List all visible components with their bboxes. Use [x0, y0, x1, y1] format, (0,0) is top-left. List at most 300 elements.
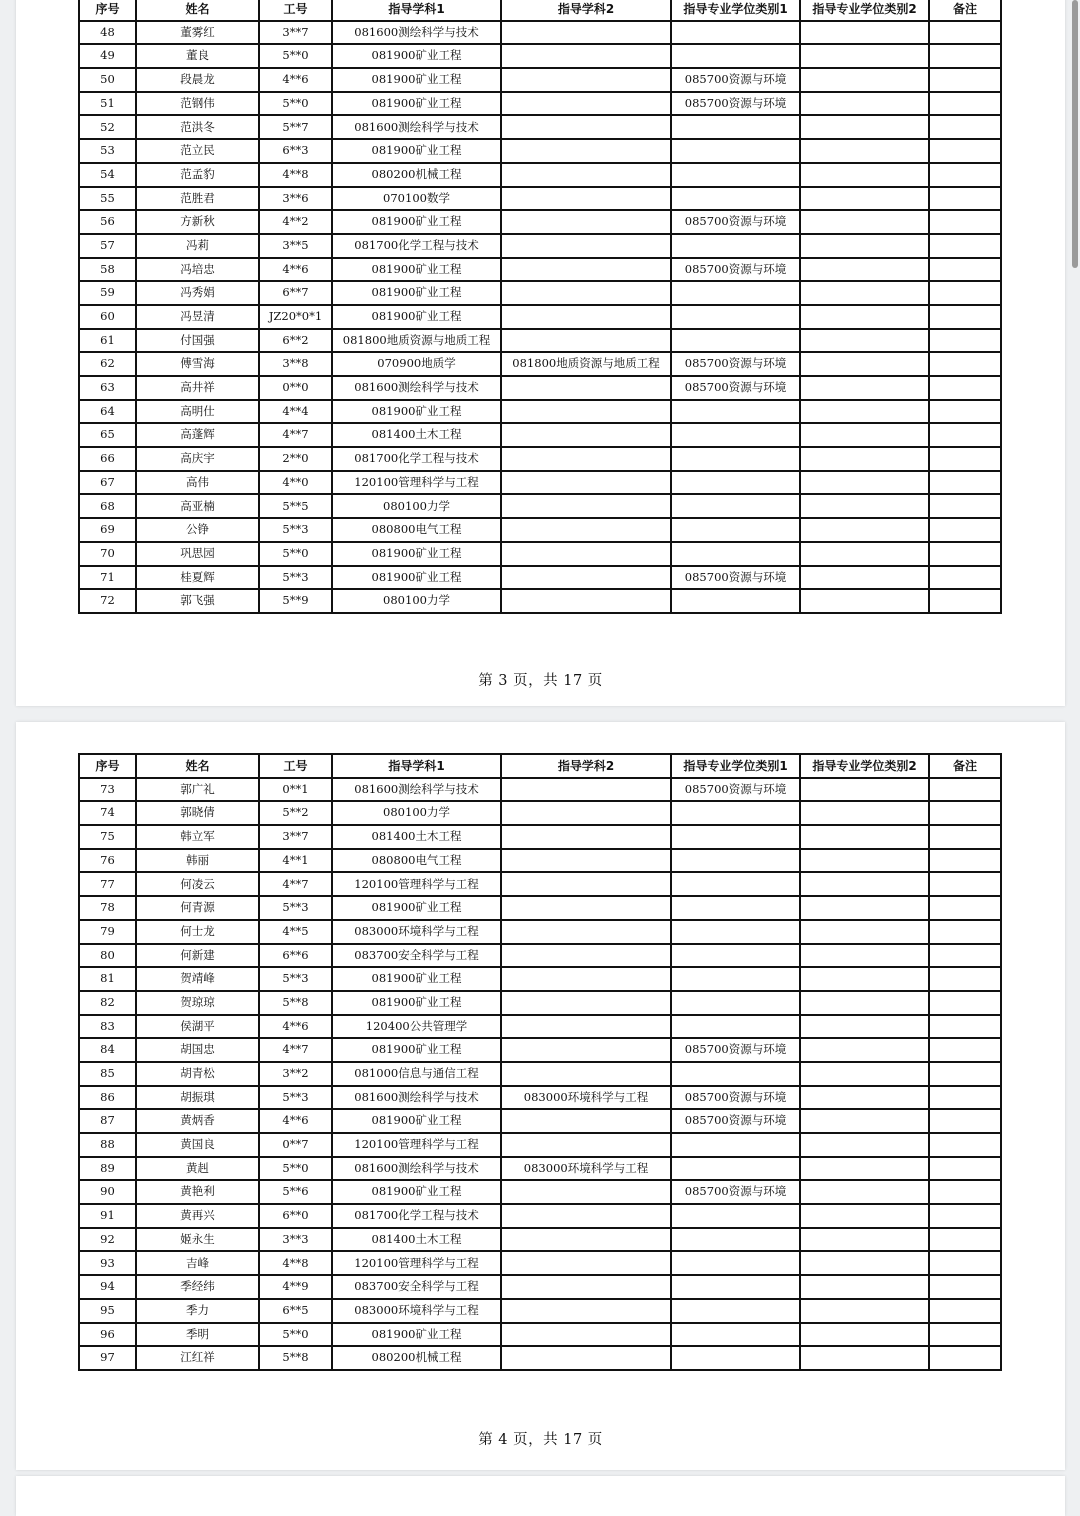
seq-cell: 65: [79, 423, 136, 447]
remark-cell: [929, 1038, 1001, 1062]
seq-cell: 55: [79, 187, 136, 211]
degree-type2-cell: [800, 210, 929, 234]
discipline2-cell: [501, 21, 671, 45]
seq-cell: 67: [79, 471, 136, 495]
discipline2-cell: [501, 139, 671, 163]
remark-cell: [929, 68, 1001, 92]
seq-cell: 59: [79, 281, 136, 305]
column-header: 姓名: [136, 0, 259, 21]
degree-type1-cell: [671, 896, 800, 920]
discipline1-cell: 081400土木工程: [332, 423, 501, 447]
degree-type2-cell: [800, 1323, 929, 1347]
discipline2-cell: [501, 1228, 671, 1252]
table-row: [79, 1062, 1001, 1086]
degree-type1-cell: [671, 825, 800, 849]
column-header: 工号: [259, 754, 332, 778]
seq-cell: 89: [79, 1157, 136, 1181]
seq-cell: 77: [79, 872, 136, 896]
remark-cell: [929, 801, 1001, 825]
name-cell: 方新秋: [136, 210, 259, 234]
table-body: [79, 21, 1001, 613]
table-row: [79, 801, 1001, 825]
staff-id-cell: 5**3: [259, 566, 332, 590]
degree-type2-cell: [800, 139, 929, 163]
degree-type2-cell: [800, 801, 929, 825]
staff-id-cell: 5**3: [259, 967, 332, 991]
remark-cell: [929, 281, 1001, 305]
degree-type2-cell: [800, 1275, 929, 1299]
name-cell: 黄赳: [136, 1157, 259, 1181]
staff-id-cell: 4**7: [259, 423, 332, 447]
discipline1-cell: 081600测绘科学与技术: [332, 778, 501, 802]
discipline1-cell: 081400土木工程: [332, 825, 501, 849]
discipline2-cell: [501, 896, 671, 920]
table-row: [79, 163, 1001, 187]
staff-id-cell: 4**7: [259, 1038, 332, 1062]
degree-type1-cell: [671, 801, 800, 825]
staff-id-cell: 4**6: [259, 68, 332, 92]
supervisor-table: [78, 753, 1002, 1371]
staff-id-cell: 5**7: [259, 115, 332, 139]
remark-cell: [929, 305, 1001, 329]
seq-cell: 66: [79, 447, 136, 471]
table-row: [79, 423, 1001, 447]
discipline2-cell: [501, 1133, 671, 1157]
table-row: [79, 1323, 1001, 1347]
table-row: [79, 920, 1001, 944]
table-row: [79, 872, 1001, 896]
name-cell: 董良: [136, 44, 259, 68]
name-cell: 高井祥: [136, 376, 259, 400]
name-cell: 冯培忠: [136, 258, 259, 282]
degree-type2-cell: [800, 1062, 929, 1086]
degree-type1-cell: [671, 447, 800, 471]
degree-type2-cell: [800, 920, 929, 944]
table-row: [79, 21, 1001, 45]
name-cell: 高明仕: [136, 400, 259, 424]
column-header: 姓名: [136, 754, 259, 778]
seq-cell: 87: [79, 1109, 136, 1133]
discipline1-cell: 083000环境科学与工程: [332, 1299, 501, 1323]
seq-cell: 61: [79, 329, 136, 353]
name-cell: 高庆宇: [136, 447, 259, 471]
staff-id-cell: 5**8: [259, 1346, 332, 1370]
discipline2-cell: [501, 1109, 671, 1133]
staff-id-cell: 3**3: [259, 1228, 332, 1252]
document-page-next: [16, 1476, 1065, 1516]
remark-cell: [929, 1133, 1001, 1157]
staff-id-cell: 5**8: [259, 991, 332, 1015]
seq-cell: 84: [79, 1038, 136, 1062]
table-row: [79, 115, 1001, 139]
remark-cell: [929, 944, 1001, 968]
name-cell: 高亚楠: [136, 494, 259, 518]
discipline1-cell: 081800地质资源与地质工程: [332, 329, 501, 353]
name-cell: 黄再兴: [136, 1204, 259, 1228]
seq-cell: 91: [79, 1204, 136, 1228]
remark-cell: [929, 1228, 1001, 1252]
staff-id-cell: JZ20*0*1: [259, 305, 332, 329]
degree-type1-cell: 085700资源与环境: [671, 258, 800, 282]
remark-cell: [929, 1015, 1001, 1039]
degree-type2-cell: [800, 1109, 929, 1133]
discipline1-cell: 081900矿业工程: [332, 967, 501, 991]
seq-cell: 50: [79, 68, 136, 92]
name-cell: 范立民: [136, 139, 259, 163]
discipline1-cell: 081900矿业工程: [332, 896, 501, 920]
degree-type1-cell: [671, 471, 800, 495]
degree-type2-cell: [800, 352, 929, 376]
degree-type1-cell: [671, 234, 800, 258]
staff-id-cell: 4**5: [259, 920, 332, 944]
degree-type2-cell: [800, 825, 929, 849]
seq-cell: 95: [79, 1299, 136, 1323]
degree-type2-cell: [800, 872, 929, 896]
staff-id-cell: 5**0: [259, 542, 332, 566]
discipline1-cell: 080800电气工程: [332, 518, 501, 542]
remark-cell: [929, 825, 1001, 849]
degree-type2-cell: [800, 542, 929, 566]
name-cell: 冯秀娟: [136, 281, 259, 305]
discipline2-cell: [501, 542, 671, 566]
name-cell: 贺靖峰: [136, 967, 259, 991]
staff-id-cell: 4**4: [259, 400, 332, 424]
degree-type1-cell: [671, 1157, 800, 1181]
discipline2-cell: [501, 967, 671, 991]
table-body: [79, 778, 1001, 1370]
staff-id-cell: 5**3: [259, 896, 332, 920]
discipline1-cell: 080800电气工程: [332, 849, 501, 873]
name-cell: 江红祥: [136, 1346, 259, 1370]
seq-cell: 49: [79, 44, 136, 68]
degree-type1-cell: [671, 991, 800, 1015]
name-cell: 胡国忠: [136, 1038, 259, 1062]
discipline1-cell: 080100力学: [332, 589, 501, 613]
table-row: [79, 896, 1001, 920]
staff-id-cell: 5**0: [259, 1323, 332, 1347]
degree-type2-cell: [800, 1180, 929, 1204]
degree-type1-cell: 085700资源与环境: [671, 210, 800, 234]
discipline2-cell: [501, 991, 671, 1015]
name-cell: 段晨龙: [136, 68, 259, 92]
discipline1-cell: 080100力学: [332, 801, 501, 825]
seq-cell: 71: [79, 566, 136, 590]
seq-cell: 90: [79, 1180, 136, 1204]
degree-type2-cell: [800, 281, 929, 305]
staff-id-cell: 0**0: [259, 376, 332, 400]
degree-type1-cell: [671, 494, 800, 518]
column-header: 指导学科2: [501, 0, 671, 21]
discipline1-cell: 081900矿业工程: [332, 1109, 501, 1133]
seq-cell: 73: [79, 778, 136, 802]
staff-id-cell: 5**6: [259, 1180, 332, 1204]
seq-cell: 86: [79, 1086, 136, 1110]
degree-type2-cell: [800, 967, 929, 991]
staff-id-cell: 4**6: [259, 1015, 332, 1039]
degree-type1-cell: [671, 115, 800, 139]
discipline1-cell: 081900矿业工程: [332, 1038, 501, 1062]
column-header: 指导学科1: [332, 0, 501, 21]
remark-cell: [929, 447, 1001, 471]
degree-type2-cell: [800, 1086, 929, 1110]
table-row: [79, 849, 1001, 873]
remark-cell: [929, 1251, 1001, 1275]
discipline1-cell: 070100数学: [332, 187, 501, 211]
discipline2-cell: [501, 778, 671, 802]
table-row: [79, 1086, 1001, 1110]
staff-id-cell: 3**2: [259, 1062, 332, 1086]
degree-type1-cell: [671, 920, 800, 944]
discipline1-cell: 081900矿业工程: [332, 92, 501, 116]
discipline1-cell: 070900地质学: [332, 352, 501, 376]
document-page-3: [16, 0, 1065, 706]
discipline2-cell: [501, 1204, 671, 1228]
table-row: [79, 1180, 1001, 1204]
degree-type1-cell: 085700资源与环境: [671, 352, 800, 376]
seq-cell: 78: [79, 896, 136, 920]
discipline2-cell: [501, 801, 671, 825]
discipline1-cell: 120100管理科学与工程: [332, 872, 501, 896]
table-row: [79, 210, 1001, 234]
name-cell: 高蓬辉: [136, 423, 259, 447]
seq-cell: 92: [79, 1228, 136, 1252]
staff-id-cell: 5**0: [259, 1157, 332, 1181]
discipline1-cell: 081900矿业工程: [332, 542, 501, 566]
document-page-4: [16, 722, 1065, 1470]
degree-type2-cell: [800, 400, 929, 424]
column-header: 指导专业学位类别2: [800, 754, 929, 778]
staff-id-cell: 3**6: [259, 187, 332, 211]
name-cell: 何士龙: [136, 920, 259, 944]
remark-cell: [929, 1086, 1001, 1110]
table-row: [79, 825, 1001, 849]
discipline2-cell: [501, 210, 671, 234]
discipline1-cell: 081900矿业工程: [332, 991, 501, 1015]
seq-cell: 60: [79, 305, 136, 329]
staff-id-cell: 3**7: [259, 825, 332, 849]
seq-cell: 85: [79, 1062, 136, 1086]
column-header: 工号: [259, 0, 332, 21]
name-cell: 桂夏辉: [136, 566, 259, 590]
staff-id-cell: 4**6: [259, 1109, 332, 1133]
seq-cell: 63: [79, 376, 136, 400]
degree-type1-cell: [671, 305, 800, 329]
table-row: [79, 494, 1001, 518]
seq-cell: 97: [79, 1346, 136, 1370]
name-cell: 范钢伟: [136, 92, 259, 116]
discipline2-cell: 083000环境科学与工程: [501, 1157, 671, 1181]
table-row: [79, 1346, 1001, 1370]
table-row: [79, 352, 1001, 376]
seq-cell: 52: [79, 115, 136, 139]
discipline2-cell: 083000环境科学与工程: [501, 1086, 671, 1110]
discipline1-cell: 081900矿业工程: [332, 68, 501, 92]
discipline1-cell: 120100管理科学与工程: [332, 1251, 501, 1275]
discipline2-cell: [501, 1299, 671, 1323]
staff-id-cell: 6**3: [259, 139, 332, 163]
table-row: [79, 281, 1001, 305]
name-cell: 胡振琪: [136, 1086, 259, 1110]
remark-cell: [929, 589, 1001, 613]
remark-cell: [929, 92, 1001, 116]
degree-type1-cell: [671, 1204, 800, 1228]
degree-type2-cell: [800, 187, 929, 211]
name-cell: 高伟: [136, 471, 259, 495]
table-row: [79, 589, 1001, 613]
remark-cell: [929, 1180, 1001, 1204]
degree-type1-cell: [671, 1062, 800, 1086]
name-cell: 韩立军: [136, 825, 259, 849]
discipline1-cell: 080100力学: [332, 494, 501, 518]
page-footer: 第 3 页，共 17 页: [478, 673, 603, 689]
degree-type1-cell: [671, 967, 800, 991]
remark-cell: [929, 920, 1001, 944]
name-cell: 郭广礼: [136, 778, 259, 802]
degree-type1-cell: [671, 1275, 800, 1299]
degree-type2-cell: [800, 163, 929, 187]
degree-type2-cell: [800, 423, 929, 447]
remark-cell: [929, 778, 1001, 802]
remark-cell: [929, 967, 1001, 991]
table-row: [79, 1204, 1001, 1228]
degree-type1-cell: 085700资源与环境: [671, 778, 800, 802]
discipline1-cell: 083700安全科学与工程: [332, 944, 501, 968]
seq-cell: 56: [79, 210, 136, 234]
staff-id-cell: 4**8: [259, 163, 332, 187]
remark-cell: [929, 471, 1001, 495]
name-cell: 何凌云: [136, 872, 259, 896]
seq-cell: 57: [79, 234, 136, 258]
column-header: 序号: [79, 754, 136, 778]
column-header: 指导专业学位类别1: [671, 754, 800, 778]
table-row: [79, 376, 1001, 400]
discipline2-cell: [501, 1038, 671, 1062]
degree-type1-cell: [671, 423, 800, 447]
table-row: [79, 1109, 1001, 1133]
remark-cell: [929, 139, 1001, 163]
degree-type2-cell: [800, 518, 929, 542]
degree-type1-cell: [671, 329, 800, 353]
staff-id-cell: 3**5: [259, 234, 332, 258]
discipline2-cell: [501, 1180, 671, 1204]
vertical-scrollbar[interactable]: [1072, 0, 1078, 268]
column-header: 备注: [929, 754, 1001, 778]
name-cell: 范洪冬: [136, 115, 259, 139]
degree-type2-cell: [800, 1228, 929, 1252]
name-cell: 姬永生: [136, 1228, 259, 1252]
degree-type1-cell: [671, 281, 800, 305]
remark-cell: [929, 163, 1001, 187]
degree-type2-cell: [800, 1204, 929, 1228]
column-header: 备注: [929, 0, 1001, 21]
discipline2-cell: [501, 329, 671, 353]
discipline2-cell: [501, 825, 671, 849]
degree-type2-cell: [800, 1346, 929, 1370]
name-cell: 吉峰: [136, 1251, 259, 1275]
discipline2-cell: [501, 187, 671, 211]
degree-type1-cell: [671, 1228, 800, 1252]
degree-type2-cell: [800, 896, 929, 920]
staff-id-cell: 0**1: [259, 778, 332, 802]
degree-type2-cell: [800, 1299, 929, 1323]
seq-cell: 79: [79, 920, 136, 944]
table-row: [79, 1133, 1001, 1157]
degree-type2-cell: [800, 471, 929, 495]
discipline1-cell: 081900矿业工程: [332, 305, 501, 329]
name-cell: 傅雪海: [136, 352, 259, 376]
remark-cell: [929, 1275, 1001, 1299]
discipline1-cell: 081900矿业工程: [332, 1323, 501, 1347]
discipline2-cell: [501, 68, 671, 92]
discipline2-cell: [501, 447, 671, 471]
discipline1-cell: 081600测绘科学与技术: [332, 115, 501, 139]
discipline2-cell: [501, 566, 671, 590]
column-header: 指导学科2: [501, 754, 671, 778]
staff-id-cell: 4**9: [259, 1275, 332, 1299]
discipline1-cell: 081900矿业工程: [332, 139, 501, 163]
name-cell: 季明: [136, 1323, 259, 1347]
staff-id-cell: 5**0: [259, 44, 332, 68]
discipline1-cell: 081700化学工程与技术: [332, 234, 501, 258]
discipline2-cell: [501, 1275, 671, 1299]
degree-type2-cell: [800, 944, 929, 968]
discipline1-cell: 081900矿业工程: [332, 400, 501, 424]
discipline2-cell: [501, 305, 671, 329]
discipline2-cell: [501, 92, 671, 116]
remark-cell: [929, 44, 1001, 68]
discipline2-cell: 081800地质资源与地质工程: [501, 352, 671, 376]
discipline2-cell: [501, 281, 671, 305]
table-row: [79, 258, 1001, 282]
discipline2-cell: [501, 1251, 671, 1275]
table-row: [79, 944, 1001, 968]
name-cell: 冯莉: [136, 234, 259, 258]
degree-type2-cell: [800, 849, 929, 873]
table-row: [79, 542, 1001, 566]
staff-id-cell: 5**9: [259, 589, 332, 613]
degree-type2-cell: [800, 376, 929, 400]
seq-cell: 76: [79, 849, 136, 873]
table-row: [79, 1228, 1001, 1252]
degree-type1-cell: [671, 44, 800, 68]
discipline1-cell: 081900矿业工程: [332, 210, 501, 234]
staff-id-cell: 2**0: [259, 447, 332, 471]
name-cell: 公铮: [136, 518, 259, 542]
table-row: [79, 305, 1001, 329]
name-cell: 黄国良: [136, 1133, 259, 1157]
degree-type1-cell: 085700资源与环境: [671, 68, 800, 92]
degree-type2-cell: [800, 305, 929, 329]
remark-cell: [929, 187, 1001, 211]
discipline1-cell: 081400土木工程: [332, 1228, 501, 1252]
degree-type1-cell: [671, 139, 800, 163]
degree-type1-cell: [671, 1299, 800, 1323]
discipline2-cell: [501, 1346, 671, 1370]
discipline1-cell: 080200机械工程: [332, 163, 501, 187]
discipline2-cell: [501, 471, 671, 495]
staff-id-cell: 3**8: [259, 352, 332, 376]
seq-cell: 62: [79, 352, 136, 376]
table-row: [79, 967, 1001, 991]
name-cell: 冯昱清: [136, 305, 259, 329]
table-row: [79, 44, 1001, 68]
degree-type2-cell: [800, 494, 929, 518]
name-cell: 黄艳利: [136, 1180, 259, 1204]
column-header: 指导专业学位类别2: [800, 0, 929, 21]
discipline2-cell: [501, 376, 671, 400]
remark-cell: [929, 872, 1001, 896]
staff-id-cell: 5**3: [259, 518, 332, 542]
